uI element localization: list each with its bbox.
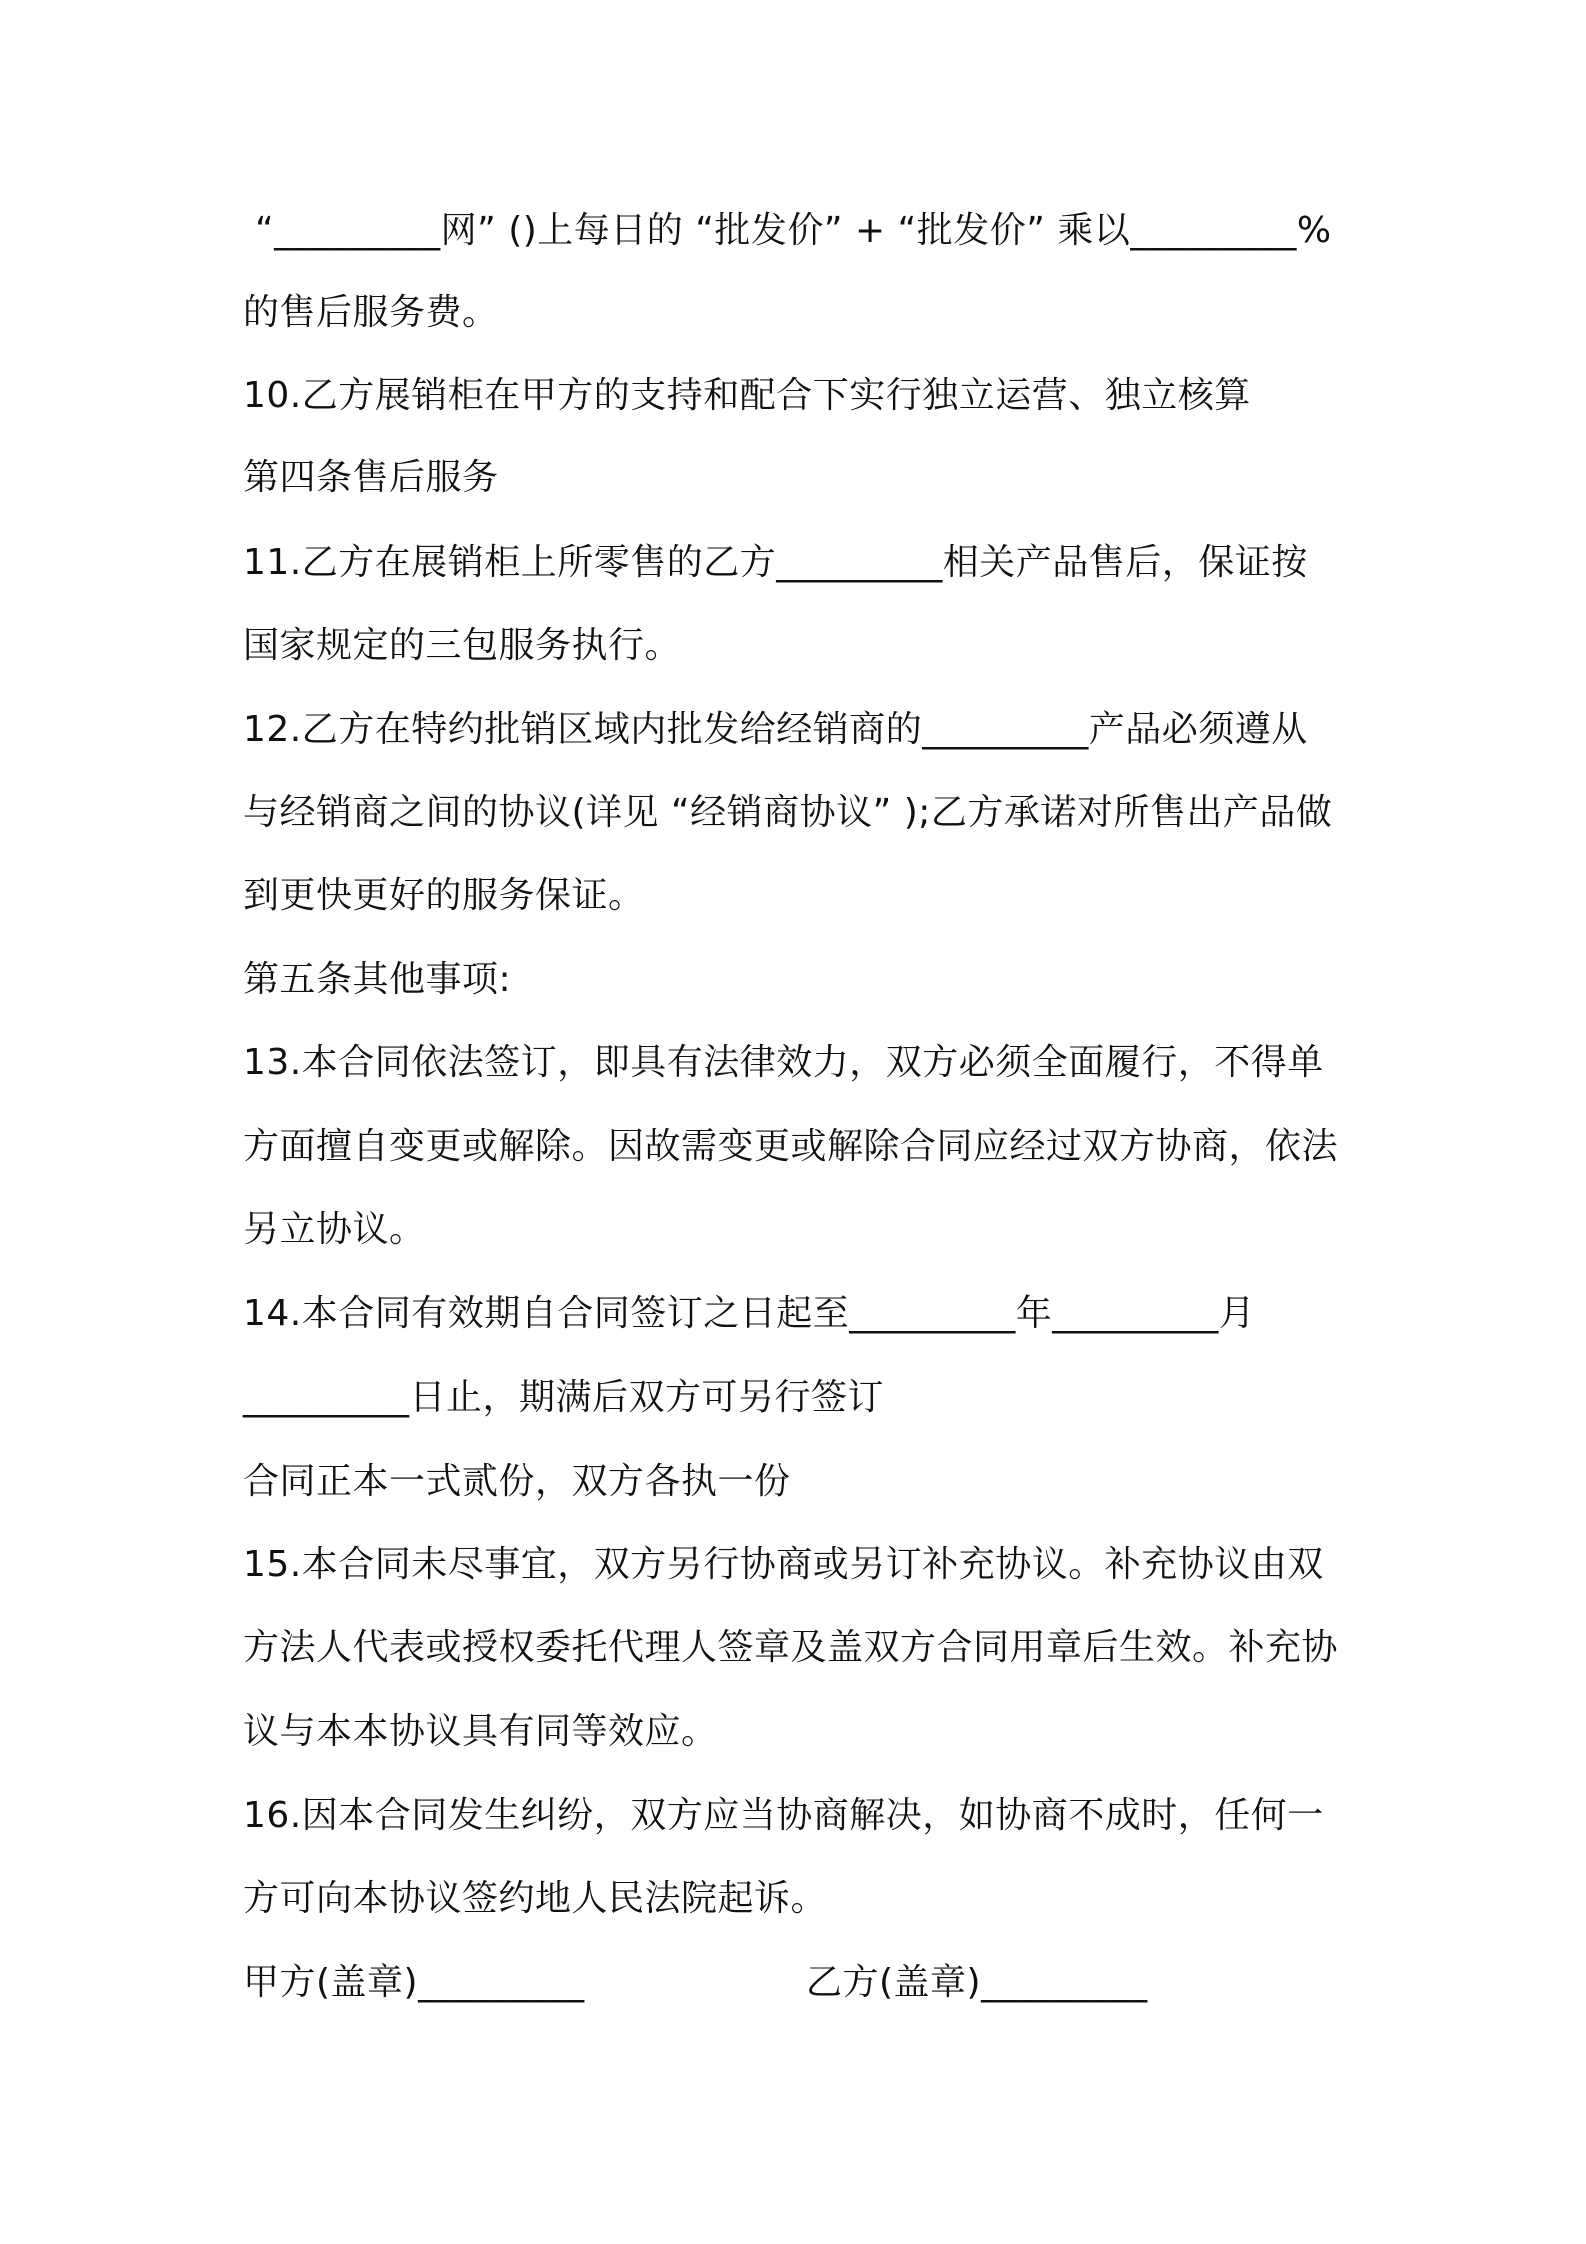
clause-15-line-1: 15.本合同未尽事宜，双方另行协商或另订补充协议。补充协议由双 bbox=[243, 1544, 1324, 1585]
party-a-signature: 甲方(盖章)_________ bbox=[243, 1962, 585, 2003]
clause-11-line-1: 11.乙方在展销柜上所零售的乙方_________相关产品售后，保证按 bbox=[243, 542, 1308, 583]
clause-line-2: 的售后服务费。 bbox=[243, 292, 499, 333]
clause-15-line-3: 议与本本协议具有同等效应。 bbox=[243, 1711, 718, 1752]
clause-16-line-2: 方可向本协议签约地人民法院起诉。 bbox=[243, 1878, 828, 1919]
clause-12-line-1: 12.乙方在特约批销区域内批发给经销商的_________产品必须遵从 bbox=[243, 709, 1308, 750]
clause-15-line-2: 方法人代表或授权委托代理人签章及盖双方合同用章后生效。补充协 bbox=[243, 1627, 1339, 1668]
clause-14-line-3: 合同正本一式贰份，双方各执一份 bbox=[243, 1461, 791, 1502]
clause-10: 10.乙方展销柜在甲方的支持和配合下实行独立运营、独立核算 bbox=[243, 375, 1251, 416]
party-b-signature: 乙方(盖章)_________ bbox=[806, 1962, 1148, 2003]
clause-12-line-2: 与经销商之间的协议(详见 “经销商协议” );乙方承诺对所售出产品做 bbox=[243, 792, 1333, 833]
clause-13-line-3: 另立协议。 bbox=[243, 1209, 426, 1250]
clause-14-line-2: _________日止，期满后双方可另行签订 bbox=[243, 1377, 885, 1418]
clause-13-line-2: 方面擅自变更或解除。因故需变更或解除合同应经过双方协商，依法 bbox=[243, 1126, 1339, 1167]
clause-11-line-2: 国家规定的三包服务执行。 bbox=[243, 625, 682, 666]
clause-line-1: “_________网” ()上每日的 “批发价” + “批发价” 乘以_________% bbox=[243, 210, 1332, 251]
article-5-heading: 第五条其他事项: bbox=[243, 959, 512, 1000]
clause-16-line-1: 16.因本合同发生纠纷，双方应当协商解决，如协商不成时，任何一 bbox=[243, 1795, 1324, 1836]
clause-13-line-1: 13.本合同依法签订，即具有法律效力，双方必须全面履行，不得单 bbox=[243, 1042, 1324, 1083]
clause-12-line-3: 到更快更好的服务保证。 bbox=[243, 875, 645, 916]
article-4-heading: 第四条售后服务 bbox=[243, 457, 499, 498]
clause-14-line-1: 14.本合同有效期自合同签订之日起至_________年_________月 bbox=[243, 1293, 1256, 1334]
